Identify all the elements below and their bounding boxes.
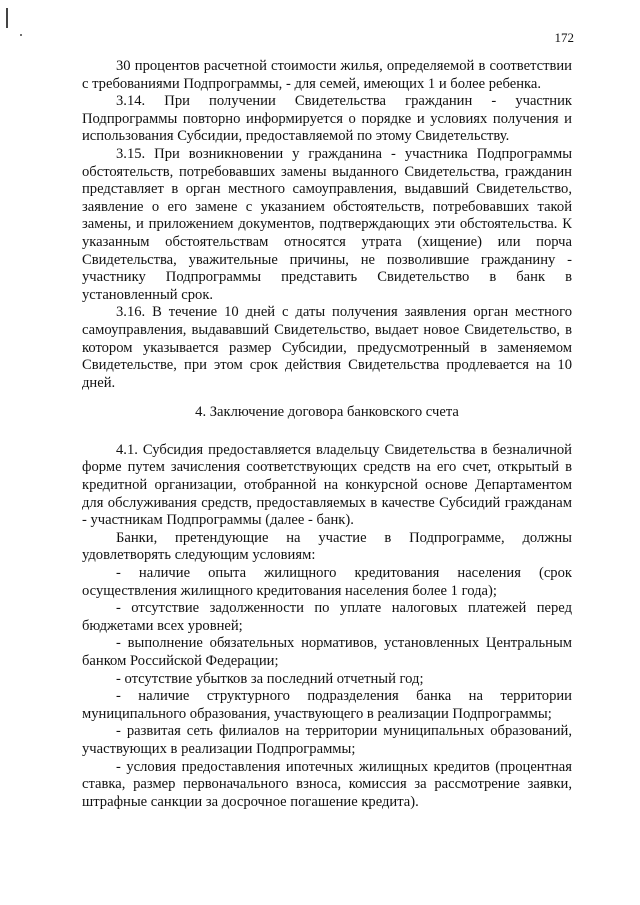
section-heading: 4. Заключение договора банковского счета [195,404,459,421]
paragraph-3-16: 3.16. В течение 10 дней с даты получения заявления орган местного самоуправления, выдававший Свидетельство, выдает новое Свидетельство, в котором указывается размер Субсидии, предусмотренный в заменяемом Свидетельстве, при этом срок действия Свидетельства продлевается на 10 дней. [82,304,572,391]
paragraph-banks: Банки, претендующие на участие в Подпрограмме, должны удовлетворять следующим условиям: [82,529,572,564]
list-item: - развитая сеть филиалов на территории муниципальных образований, участвующих в реализации Подпрограммы; [82,723,572,757]
scan-mark-dot [20,34,22,36]
document-body [82,58,572,811]
scan-mark-top-left [6,8,8,28]
paragraph-intro: 30 процентов расчетной стоимости жилья, определяемой в соответствии с требованиями Подпрограммы, - для семей, имеющих 1 и более ребенка. [82,58,572,92]
list-item: - условия предоставления ипотечных жилищных кредитов (процентная ставка, размер первоначального взноса, комиссия за рассмотрение заявки, штрафные санкции за досрочное погашение кредита). [82,758,572,810]
list-item: - отсутствие убытков за последний отчетный год; [116,670,424,687]
paragraph-4-1: 4.1. Субсидия предоставляется владельцу Свидетельства в безналичной форме путем зачисления соответствующих средств на его счет, открытый в кредитной организации, отобранной на конкурсной основе Департаментом для обслуживания средств, предоставляемых в качестве Субсидий гражданам - участникам Подпрограммы (далее - банк). [82,441,572,529]
paragraph-3-15: 3.15. При возникновении у гражданина - участника Подпрограммы обстоятельств, потребовавших замены выданного Свидетельства, гражданин представляет в орган местного самоуправления, выдавший Свидетельство, заявление о его замене с указанием обстоятельств, потребовавших такой замены, и приложением документов, подтверждающих эти обстоятельства. К указанным обстоятельствам относятся утрата (хищение) или порча Свидетельства, уважительные причины, не позволившие гражданину - участнику Подпрограммы представить Свидетельство в банк в установленный срок. [82,145,572,303]
list-item: - отсутствие задолженности по уплате налоговых платежей перед бюджетами всех уровней; [82,600,572,634]
list-item: - наличие структурного подразделения банка на территории муниципального образования, участвующего в реализации Подпрограммы; [82,688,572,722]
page-number: 172 [554,30,574,45]
list-item: - выполнение обязательных нормативов, установленных Центральным банком Российской Федерации; [82,635,572,669]
paragraph-3-14: 3.14. При получении Свидетельства гражданин - участник Подпрограммы повторно информируется о порядке и условиях получения и использования Субсидии, предоставляемой по этому Свидетельству. [82,93,572,145]
list-item: - наличие опыта жилищного кредитования населения (срок осуществления жилищного кредитования населения более 1 года); [82,565,572,599]
